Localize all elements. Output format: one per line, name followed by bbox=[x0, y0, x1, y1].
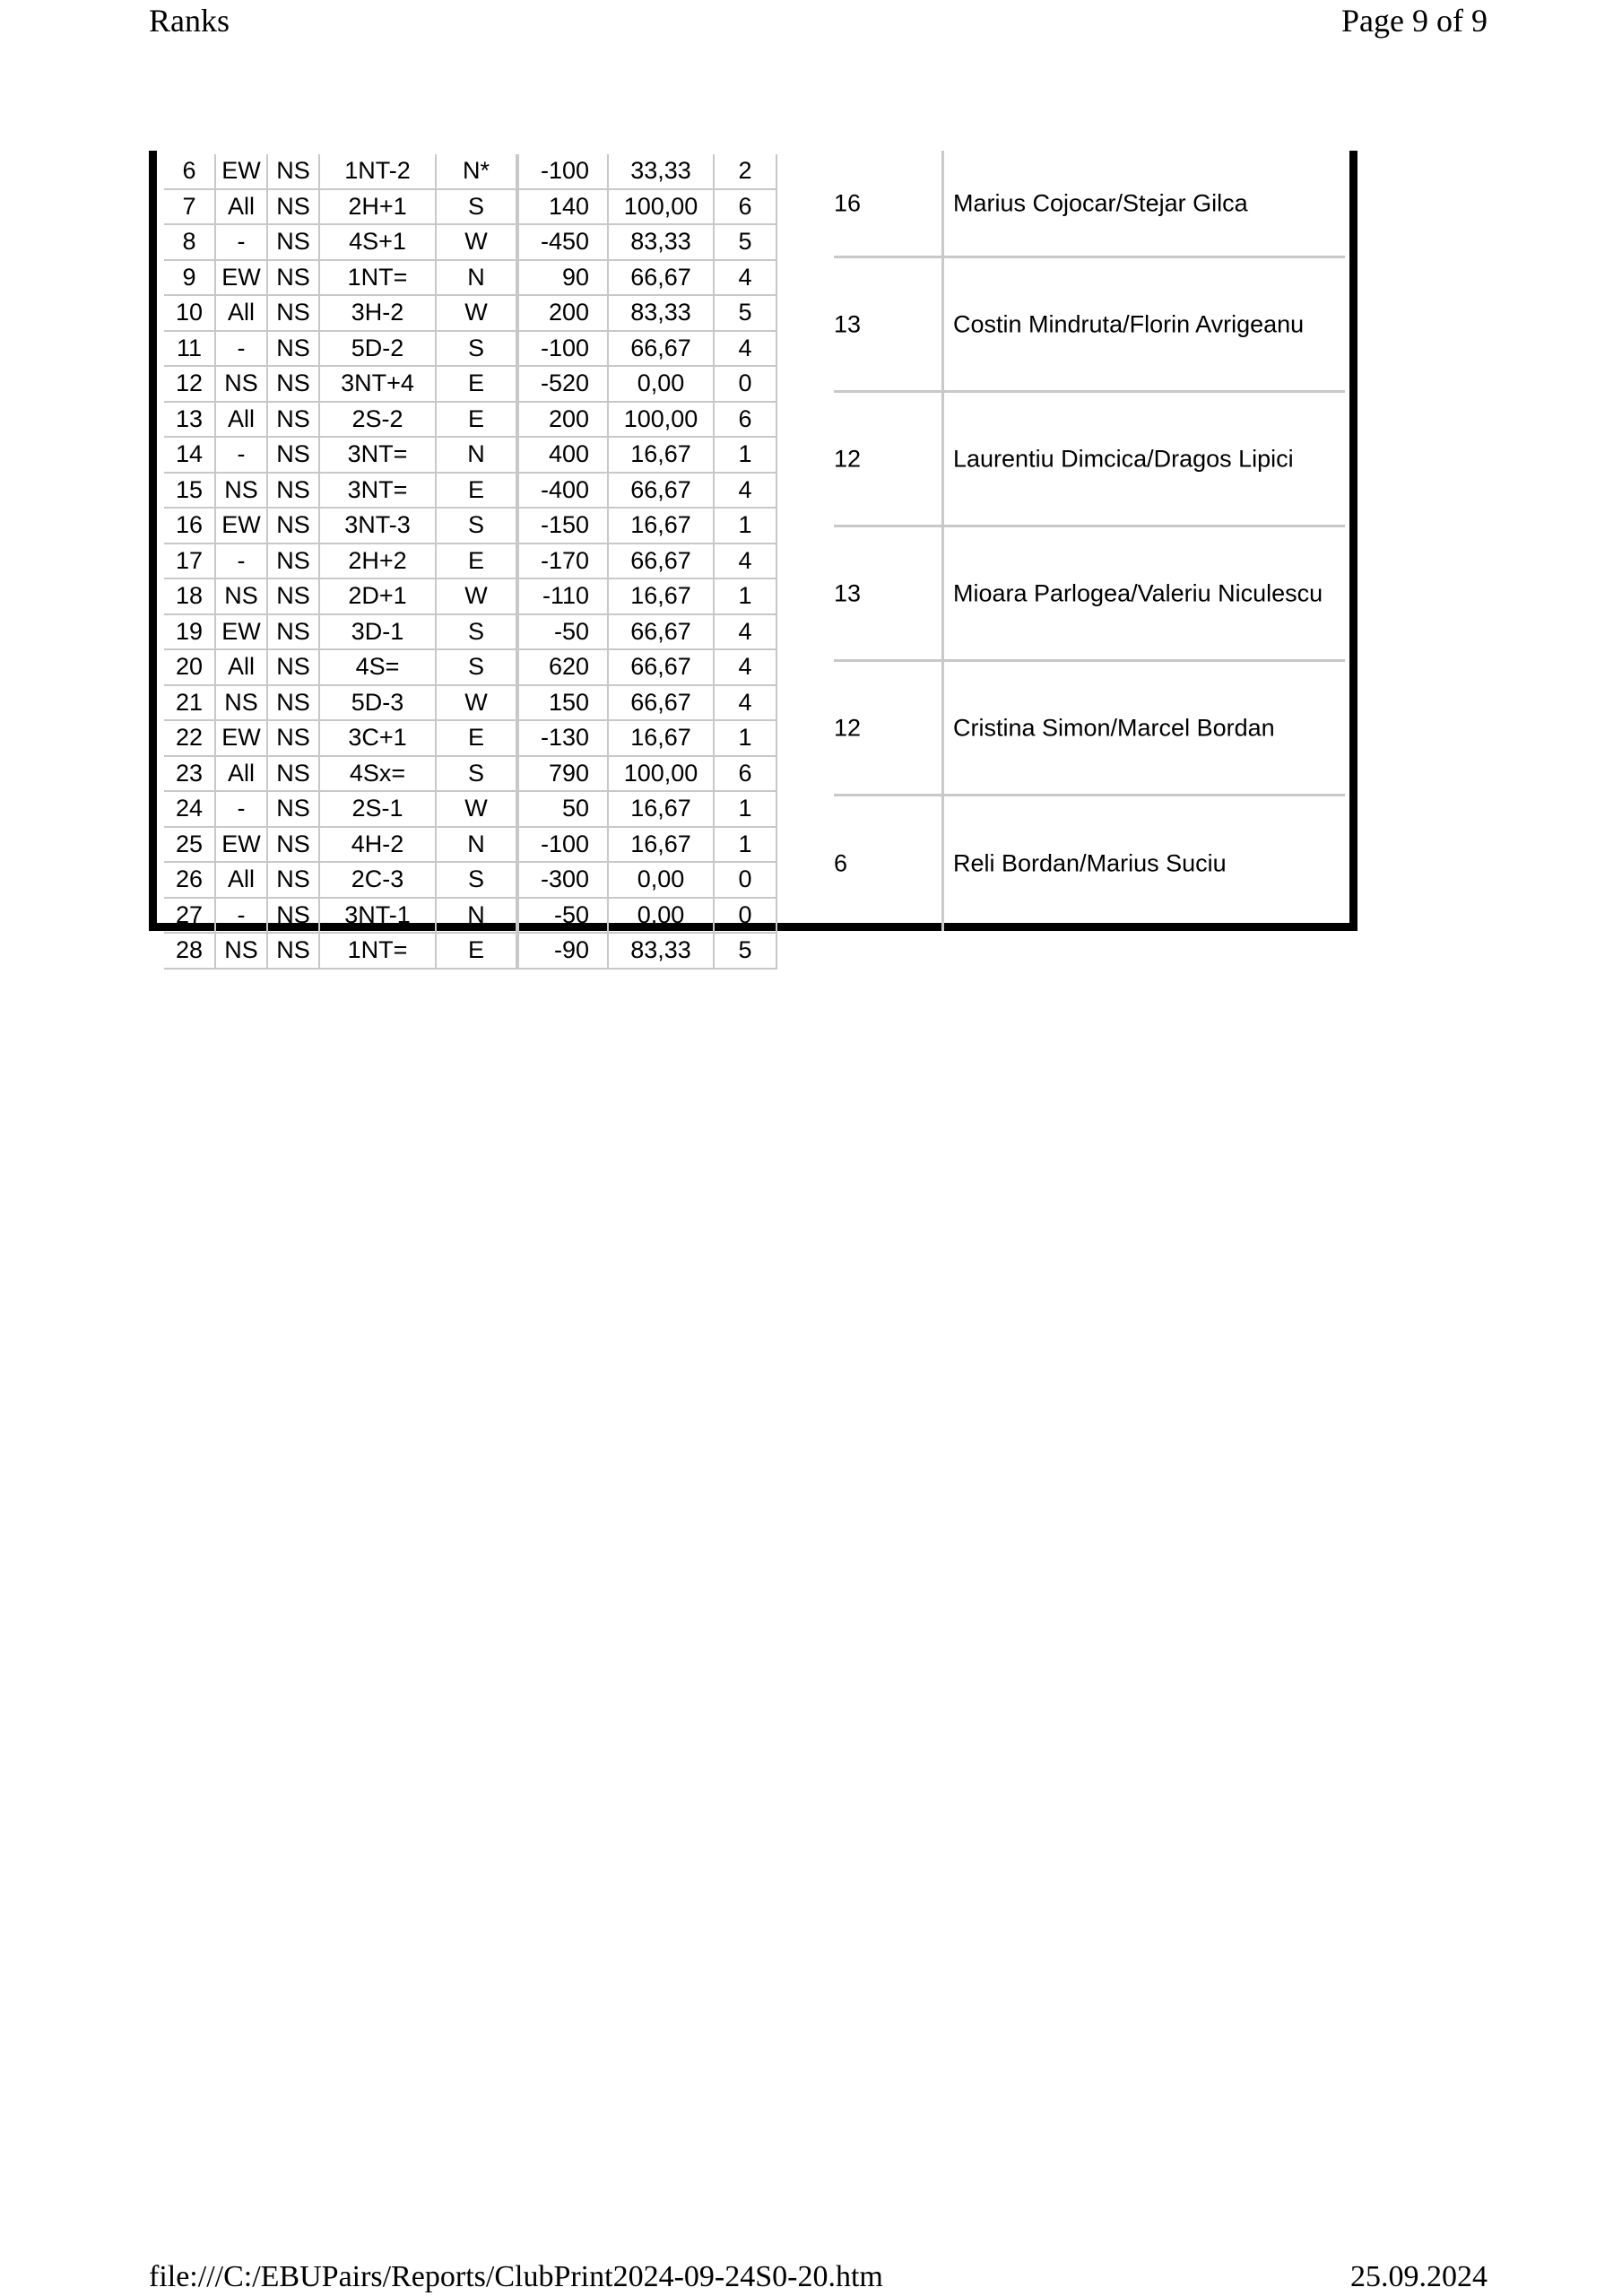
cell-contract: 4S+1 bbox=[320, 225, 437, 261]
cell-vulnerability: All bbox=[216, 403, 268, 439]
cell-contract: 2C-3 bbox=[320, 863, 437, 899]
cell-matchpoints: 5 bbox=[715, 225, 777, 261]
cell-contract: 5D-3 bbox=[320, 686, 437, 722]
cell-board: 15 bbox=[164, 474, 216, 509]
cell-matchpoints: 0 bbox=[715, 899, 777, 935]
cell-board: 13 bbox=[164, 403, 216, 439]
table-row bbox=[164, 757, 777, 793]
cell-score: 50 bbox=[519, 792, 609, 828]
pair-score: 16 bbox=[834, 189, 862, 216]
table-row bbox=[164, 686, 777, 722]
cell-vulnerability: - bbox=[216, 225, 268, 261]
cell-matchpoints: 1 bbox=[715, 721, 777, 757]
table-row bbox=[164, 438, 777, 474]
cell-score: 400 bbox=[519, 438, 609, 474]
cell-percentage: 100,00 bbox=[609, 403, 715, 439]
cell-contract: 1NT= bbox=[320, 934, 437, 970]
cell-vulnerability: - bbox=[216, 332, 268, 368]
cell-declarer: E bbox=[437, 403, 517, 439]
cell-direction: NS bbox=[268, 721, 320, 757]
cell-declarer: S bbox=[437, 757, 517, 793]
cell-board: 14 bbox=[164, 438, 216, 474]
cell-percentage: 66,67 bbox=[609, 261, 715, 297]
cell-vulnerability: All bbox=[216, 650, 268, 686]
table-row bbox=[164, 225, 777, 261]
column-divider bbox=[941, 796, 944, 931]
cell-percentage: 83,33 bbox=[609, 934, 715, 970]
table-row bbox=[164, 509, 777, 544]
cell-contract: 2H+2 bbox=[320, 544, 437, 580]
cell-vulnerability: - bbox=[216, 899, 268, 935]
cell-declarer: N bbox=[437, 261, 517, 297]
cell-declarer: W bbox=[437, 225, 517, 261]
cell-percentage: 0,00 bbox=[609, 899, 715, 935]
cell-score: 620 bbox=[519, 650, 609, 686]
cell-direction: NS bbox=[268, 650, 320, 686]
cell-direction: NS bbox=[268, 828, 320, 864]
cell-percentage: 16,67 bbox=[609, 721, 715, 757]
cell-score: -100 bbox=[519, 154, 609, 190]
cell-declarer: S bbox=[437, 190, 517, 226]
table-row bbox=[164, 296, 777, 332]
cell-percentage: 16,67 bbox=[609, 792, 715, 828]
cell-score: -520 bbox=[519, 367, 609, 403]
cell-board: 27 bbox=[164, 899, 216, 935]
cell-matchpoints: 1 bbox=[715, 828, 777, 864]
cell-percentage: 0,00 bbox=[609, 863, 715, 899]
cell-vulnerability: NS bbox=[216, 686, 268, 722]
cell-vulnerability: EW bbox=[216, 261, 268, 297]
cell-board: 23 bbox=[164, 757, 216, 793]
cell-direction: NS bbox=[268, 296, 320, 332]
cell-matchpoints: 5 bbox=[715, 934, 777, 970]
cell-matchpoints: 5 bbox=[715, 296, 777, 332]
cell-declarer: E bbox=[437, 544, 517, 580]
cell-percentage: 0,00 bbox=[609, 367, 715, 403]
column-divider bbox=[941, 527, 944, 659]
pair-names: Marius Cojocar/Stejar Gilca bbox=[953, 189, 1248, 216]
pair-names: Costin Mindruta/Florin Avrigeanu bbox=[953, 310, 1305, 337]
cell-contract: 3NT-1 bbox=[320, 899, 437, 935]
cell-declarer: E bbox=[437, 474, 517, 509]
cell-contract: 5D-2 bbox=[320, 332, 437, 368]
cell-board: 28 bbox=[164, 934, 216, 970]
cell-declarer: E bbox=[437, 934, 517, 970]
cell-contract: 3H-2 bbox=[320, 296, 437, 332]
cell-matchpoints: 6 bbox=[715, 757, 777, 793]
cell-contract: 2S-1 bbox=[320, 792, 437, 828]
table-row bbox=[164, 863, 777, 899]
cell-contract: 3NT+4 bbox=[320, 367, 437, 403]
cell-contract: 2D+1 bbox=[320, 579, 437, 615]
pair-score: 12 bbox=[834, 445, 862, 472]
table-row bbox=[164, 721, 777, 757]
cell-matchpoints: 1 bbox=[715, 438, 777, 474]
cell-score: -300 bbox=[519, 863, 609, 899]
cell-declarer: W bbox=[437, 686, 517, 722]
deal-results-table bbox=[149, 151, 1357, 964]
cell-declarer: S bbox=[437, 650, 517, 686]
table-row bbox=[164, 650, 777, 686]
cell-score: -50 bbox=[519, 615, 609, 651]
cell-declarer: W bbox=[437, 296, 517, 332]
cell-percentage: 66,67 bbox=[609, 474, 715, 509]
cell-score: 150 bbox=[519, 686, 609, 722]
cell-matchpoints: 4 bbox=[715, 474, 777, 509]
cell-board: 12 bbox=[164, 367, 216, 403]
cell-direction: NS bbox=[268, 474, 320, 509]
table-row bbox=[164, 934, 777, 970]
column-divider bbox=[941, 393, 944, 525]
cell-contract: 3NT= bbox=[320, 474, 437, 509]
cell-score: -100 bbox=[519, 828, 609, 864]
cell-direction: NS bbox=[268, 757, 320, 793]
cell-declarer: N* bbox=[437, 154, 517, 190]
cell-percentage: 16,67 bbox=[609, 438, 715, 474]
pair-scores-panel bbox=[834, 151, 1345, 931]
cell-direction: NS bbox=[268, 225, 320, 261]
cell-matchpoints: 1 bbox=[715, 509, 777, 544]
cell-board: 8 bbox=[164, 225, 216, 261]
pair-row bbox=[834, 527, 1345, 662]
cell-contract: 3C+1 bbox=[320, 721, 437, 757]
cell-declarer: N bbox=[437, 828, 517, 864]
cell-percentage: 16,67 bbox=[609, 509, 715, 544]
cell-contract: 2H+1 bbox=[320, 190, 437, 226]
pair-names: Laurentiu Dimcica/Dragos Lipici bbox=[953, 445, 1294, 472]
cell-direction: NS bbox=[268, 579, 320, 615]
cell-contract: 2S-2 bbox=[320, 403, 437, 439]
cell-contract: 4Sx= bbox=[320, 757, 437, 793]
cell-direction: NS bbox=[268, 899, 320, 935]
cell-vulnerability: EW bbox=[216, 509, 268, 544]
cell-matchpoints: 2 bbox=[715, 154, 777, 190]
cell-contract: 4H-2 bbox=[320, 828, 437, 864]
cell-percentage: 83,33 bbox=[609, 296, 715, 332]
table-row bbox=[164, 403, 777, 439]
column-divider bbox=[941, 151, 944, 256]
table-row bbox=[164, 615, 777, 651]
table-row bbox=[164, 261, 777, 297]
cell-vulnerability: All bbox=[216, 757, 268, 793]
page-number: Page 9 of 9 bbox=[1341, 3, 1488, 39]
pair-names: Mioara Parlogea/Valeriu Niculescu bbox=[953, 579, 1323, 606]
cell-board: 20 bbox=[164, 650, 216, 686]
cell-percentage: 100,00 bbox=[609, 757, 715, 793]
cell-score: -130 bbox=[519, 721, 609, 757]
table-row bbox=[164, 899, 777, 935]
cell-vulnerability: - bbox=[216, 544, 268, 580]
cell-declarer: W bbox=[437, 792, 517, 828]
cell-direction: NS bbox=[268, 509, 320, 544]
cell-percentage: 66,67 bbox=[609, 332, 715, 368]
cell-score: -450 bbox=[519, 225, 609, 261]
column-divider bbox=[941, 258, 944, 390]
cell-direction: NS bbox=[268, 438, 320, 474]
cell-score: 200 bbox=[519, 403, 609, 439]
table-row bbox=[164, 154, 777, 190]
pair-row bbox=[834, 662, 1345, 796]
cell-direction: NS bbox=[268, 367, 320, 403]
cell-matchpoints: 1 bbox=[715, 579, 777, 615]
cell-board: 18 bbox=[164, 579, 216, 615]
cell-score: -110 bbox=[519, 579, 609, 615]
cell-percentage: 66,67 bbox=[609, 615, 715, 651]
cell-declarer: N bbox=[437, 438, 517, 474]
pair-row bbox=[834, 258, 1345, 393]
cell-board: 11 bbox=[164, 332, 216, 368]
pair-score: 6 bbox=[834, 849, 848, 877]
cell-vulnerability: - bbox=[216, 792, 268, 828]
page-header-title: Ranks bbox=[149, 3, 230, 39]
cell-score: -400 bbox=[519, 474, 609, 509]
cell-matchpoints: 4 bbox=[715, 261, 777, 297]
cell-direction: NS bbox=[268, 615, 320, 651]
column-divider bbox=[941, 662, 944, 794]
cell-declarer: S bbox=[437, 332, 517, 368]
pair-score: 12 bbox=[834, 714, 862, 741]
cell-matchpoints: 4 bbox=[715, 332, 777, 368]
cell-vulnerability: NS bbox=[216, 934, 268, 970]
cell-score: 790 bbox=[519, 757, 609, 793]
cell-score: -150 bbox=[519, 509, 609, 544]
cell-score: -90 bbox=[519, 934, 609, 970]
cell-contract: 3D-1 bbox=[320, 615, 437, 651]
cell-declarer: N bbox=[437, 899, 517, 935]
cell-percentage: 100,00 bbox=[609, 190, 715, 226]
pair-names: Reli Bordan/Marius Suciu bbox=[953, 849, 1227, 877]
cell-vulnerability: NS bbox=[216, 367, 268, 403]
cell-board: 24 bbox=[164, 792, 216, 828]
footer-file-path: file:///C:/EBUPairs/Reports/ClubPrint2024-09-24S0-20.htm bbox=[149, 2260, 883, 2293]
cell-direction: NS bbox=[268, 863, 320, 899]
cell-matchpoints: 4 bbox=[715, 615, 777, 651]
cell-vulnerability: NS bbox=[216, 474, 268, 509]
table-row bbox=[164, 190, 777, 226]
cell-vulnerability: EW bbox=[216, 154, 268, 190]
table-row bbox=[164, 367, 777, 403]
pair-names: Cristina Simon/Marcel Bordan bbox=[953, 714, 1275, 741]
cell-vulnerability: All bbox=[216, 863, 268, 899]
cell-direction: NS bbox=[268, 190, 320, 226]
cell-declarer: S bbox=[437, 509, 517, 544]
cell-percentage: 66,67 bbox=[609, 650, 715, 686]
cell-percentage: 66,67 bbox=[609, 544, 715, 580]
pair-row bbox=[834, 151, 1345, 258]
cell-direction: NS bbox=[268, 792, 320, 828]
cell-matchpoints: 6 bbox=[715, 190, 777, 226]
table-row bbox=[164, 828, 777, 864]
cell-percentage: 16,67 bbox=[609, 828, 715, 864]
cell-vulnerability: EW bbox=[216, 721, 268, 757]
cell-contract: 4S= bbox=[320, 650, 437, 686]
table-row bbox=[164, 792, 777, 828]
table-row bbox=[164, 332, 777, 368]
cell-contract: 1NT= bbox=[320, 261, 437, 297]
cell-board: 16 bbox=[164, 509, 216, 544]
cell-vulnerability: EW bbox=[216, 828, 268, 864]
cell-board: 22 bbox=[164, 721, 216, 757]
cell-matchpoints: 6 bbox=[715, 403, 777, 439]
cell-board: 26 bbox=[164, 863, 216, 899]
cell-score: -100 bbox=[519, 332, 609, 368]
cell-percentage: 83,33 bbox=[609, 225, 715, 261]
cell-score: -50 bbox=[519, 899, 609, 935]
cell-score: 90 bbox=[519, 261, 609, 297]
cell-board: 7 bbox=[164, 190, 216, 226]
cell-declarer: S bbox=[437, 615, 517, 651]
pair-score: 13 bbox=[834, 310, 862, 337]
cell-contract: 3NT= bbox=[320, 438, 437, 474]
cell-board: 21 bbox=[164, 686, 216, 722]
cell-declarer: W bbox=[437, 579, 517, 615]
cell-declarer: E bbox=[437, 721, 517, 757]
cell-matchpoints: 4 bbox=[715, 686, 777, 722]
cell-percentage: 16,67 bbox=[609, 579, 715, 615]
cell-matchpoints: 1 bbox=[715, 792, 777, 828]
table-row bbox=[164, 544, 777, 580]
cell-score: 140 bbox=[519, 190, 609, 226]
footer-date: 25.09.2024 bbox=[1350, 2260, 1488, 2293]
cell-contract: 1NT-2 bbox=[320, 154, 437, 190]
cell-declarer: E bbox=[437, 367, 517, 403]
cell-matchpoints: 4 bbox=[715, 544, 777, 580]
cell-direction: NS bbox=[268, 544, 320, 580]
cell-score: 200 bbox=[519, 296, 609, 332]
cell-matchpoints: 0 bbox=[715, 863, 777, 899]
deals-table bbox=[164, 154, 777, 970]
cell-board: 10 bbox=[164, 296, 216, 332]
cell-direction: NS bbox=[268, 686, 320, 722]
cell-vulnerability: EW bbox=[216, 615, 268, 651]
cell-percentage: 33,33 bbox=[609, 154, 715, 190]
cell-percentage: 66,67 bbox=[609, 686, 715, 722]
cell-board: 19 bbox=[164, 615, 216, 651]
cell-vulnerability: All bbox=[216, 190, 268, 226]
cell-direction: NS bbox=[268, 261, 320, 297]
cell-direction: NS bbox=[268, 934, 320, 970]
cell-score: -170 bbox=[519, 544, 609, 580]
cell-direction: NS bbox=[268, 403, 320, 439]
cell-board: 9 bbox=[164, 261, 216, 297]
pair-score: 13 bbox=[834, 579, 862, 606]
cell-vulnerability: - bbox=[216, 438, 268, 474]
cell-vulnerability: All bbox=[216, 296, 268, 332]
cell-declarer: S bbox=[437, 863, 517, 899]
cell-vulnerability: NS bbox=[216, 579, 268, 615]
cell-direction: NS bbox=[268, 154, 320, 190]
pair-row bbox=[834, 393, 1345, 527]
table-row bbox=[164, 474, 777, 509]
cell-board: 25 bbox=[164, 828, 216, 864]
cell-board: 6 bbox=[164, 154, 216, 190]
cell-matchpoints: 4 bbox=[715, 650, 777, 686]
cell-direction: NS bbox=[268, 332, 320, 368]
cell-board: 17 bbox=[164, 544, 216, 580]
cell-matchpoints: 0 bbox=[715, 367, 777, 403]
cell-contract: 3NT-3 bbox=[320, 509, 437, 544]
pair-row bbox=[834, 796, 1345, 931]
table-row bbox=[164, 579, 777, 615]
